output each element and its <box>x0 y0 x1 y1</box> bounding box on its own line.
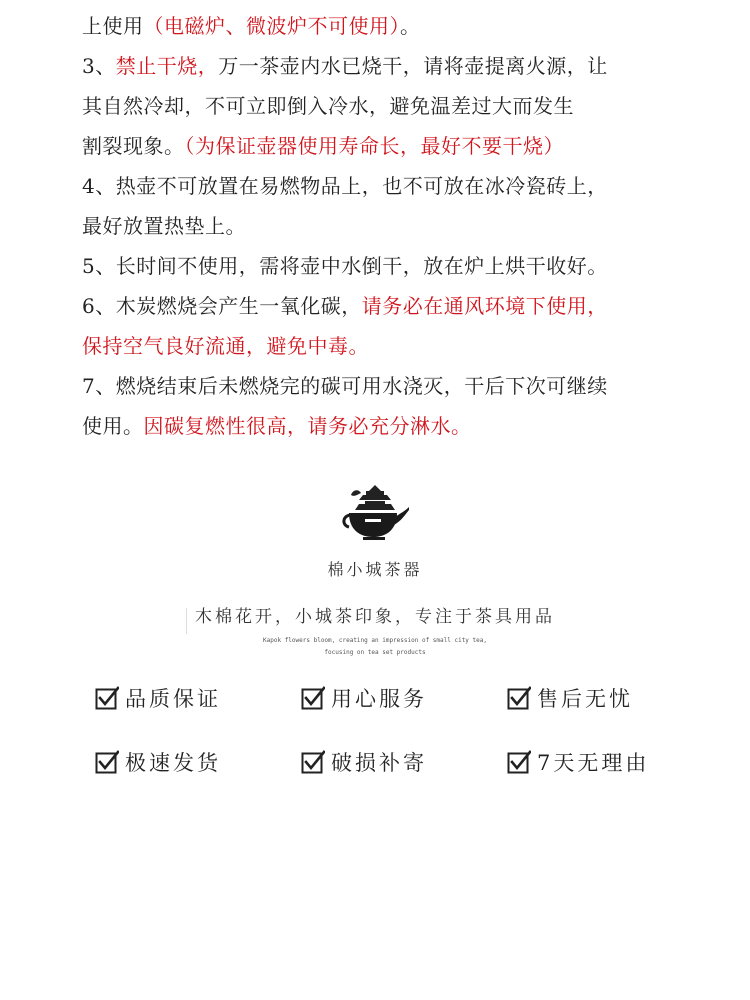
instruction-line <box>82 126 722 166</box>
instruction-line <box>82 46 722 86</box>
promise-item <box>507 746 649 778</box>
promise-label: 用心服务 <box>331 687 427 711</box>
promise-item <box>95 746 221 778</box>
promise-label: 7天无理由 <box>537 751 650 775</box>
instruction-line <box>82 6 722 46</box>
instruction-text: 。 <box>400 14 421 38</box>
promise-label: 极速发货 <box>125 751 221 775</box>
instruction-line <box>82 326 722 366</box>
instruction-text: 7、燃烧结束后未燃烧完的碳可用水浇灭，干后下次可继续 <box>82 374 608 398</box>
promise-item <box>301 682 427 714</box>
teapot-pagoda-logo-icon <box>339 483 411 545</box>
instruction-text: 上使用 <box>82 14 144 38</box>
slogan-divider <box>186 608 187 634</box>
checkbox-checked-icon <box>507 750 531 774</box>
promise-label: 售后无忧 <box>537 687 633 711</box>
checkbox-checked-icon <box>301 750 325 774</box>
brand-slogan-english <box>0 635 750 659</box>
checkbox-checked-icon <box>95 750 119 774</box>
instruction-line <box>82 286 722 326</box>
instruction-warning-text: （为保证壶器使用寿命长，最好不要干烧） <box>184 134 564 158</box>
promise-item <box>507 682 633 714</box>
instruction-text: 割裂现象。 <box>82 134 185 158</box>
instruction-line <box>82 406 722 446</box>
instruction-text: 6、木炭燃烧会产生一氧化碳， <box>82 294 362 318</box>
promise-label: 品质保证 <box>125 687 221 711</box>
brand-slogan-english-line-2: focusing on tea set products <box>324 649 426 656</box>
promise-item <box>301 746 427 778</box>
instruction-line <box>82 166 722 206</box>
brand-slogan-english-line-1: Kapok flowers bloom, creating an impression of small city tea, <box>263 637 487 644</box>
brand-name: 棉小城茶器 <box>327 560 423 579</box>
instruction-line <box>82 206 722 246</box>
brand-section <box>0 483 750 659</box>
instruction-warning-text: 因碳复燃性很高，请务必充分淋水。 <box>143 414 472 438</box>
checkbox-checked-icon <box>95 686 119 710</box>
instruction-text: 5、长时间不使用，需将壶中水倒干，放在炉上烘干收好。 <box>82 254 608 278</box>
instruction-line <box>82 366 722 406</box>
instruction-text: 4、热壶不可放置在易燃物品上，也不可放在冰冷瓷砖上， <box>82 174 608 198</box>
instruction-text: 3、 <box>82 54 116 78</box>
promise-label: 破损补寄 <box>331 751 427 775</box>
instruction-text: 万一茶壶内水已烧干，请将壶提离火源，让 <box>218 54 608 78</box>
instruction-line <box>82 86 722 126</box>
instruction-text: 其自然冷却，不可立即倒入冷水，避免温差过大而发生 <box>82 94 574 118</box>
checkbox-checked-icon <box>301 686 325 710</box>
instruction-warning-text: 保持空气良好流通，避免中毒。 <box>82 334 369 358</box>
instruction-text: 最好放置热垫上。 <box>82 214 246 238</box>
care-instructions <box>82 6 722 446</box>
checkbox-checked-icon <box>507 686 531 710</box>
promise-item <box>95 682 221 714</box>
instruction-text: 使用。 <box>82 414 144 438</box>
instruction-warning-text: 请务必在通风环境下使用， <box>361 294 608 318</box>
brand-slogan: 木棉花开，小城茶印象，专注于茶具用品 <box>195 607 555 627</box>
instruction-line <box>82 246 722 286</box>
instruction-warning-text: （电磁炉、微波炉不可使用） <box>143 14 400 38</box>
instruction-warning-text: 禁止干烧， <box>115 54 219 78</box>
